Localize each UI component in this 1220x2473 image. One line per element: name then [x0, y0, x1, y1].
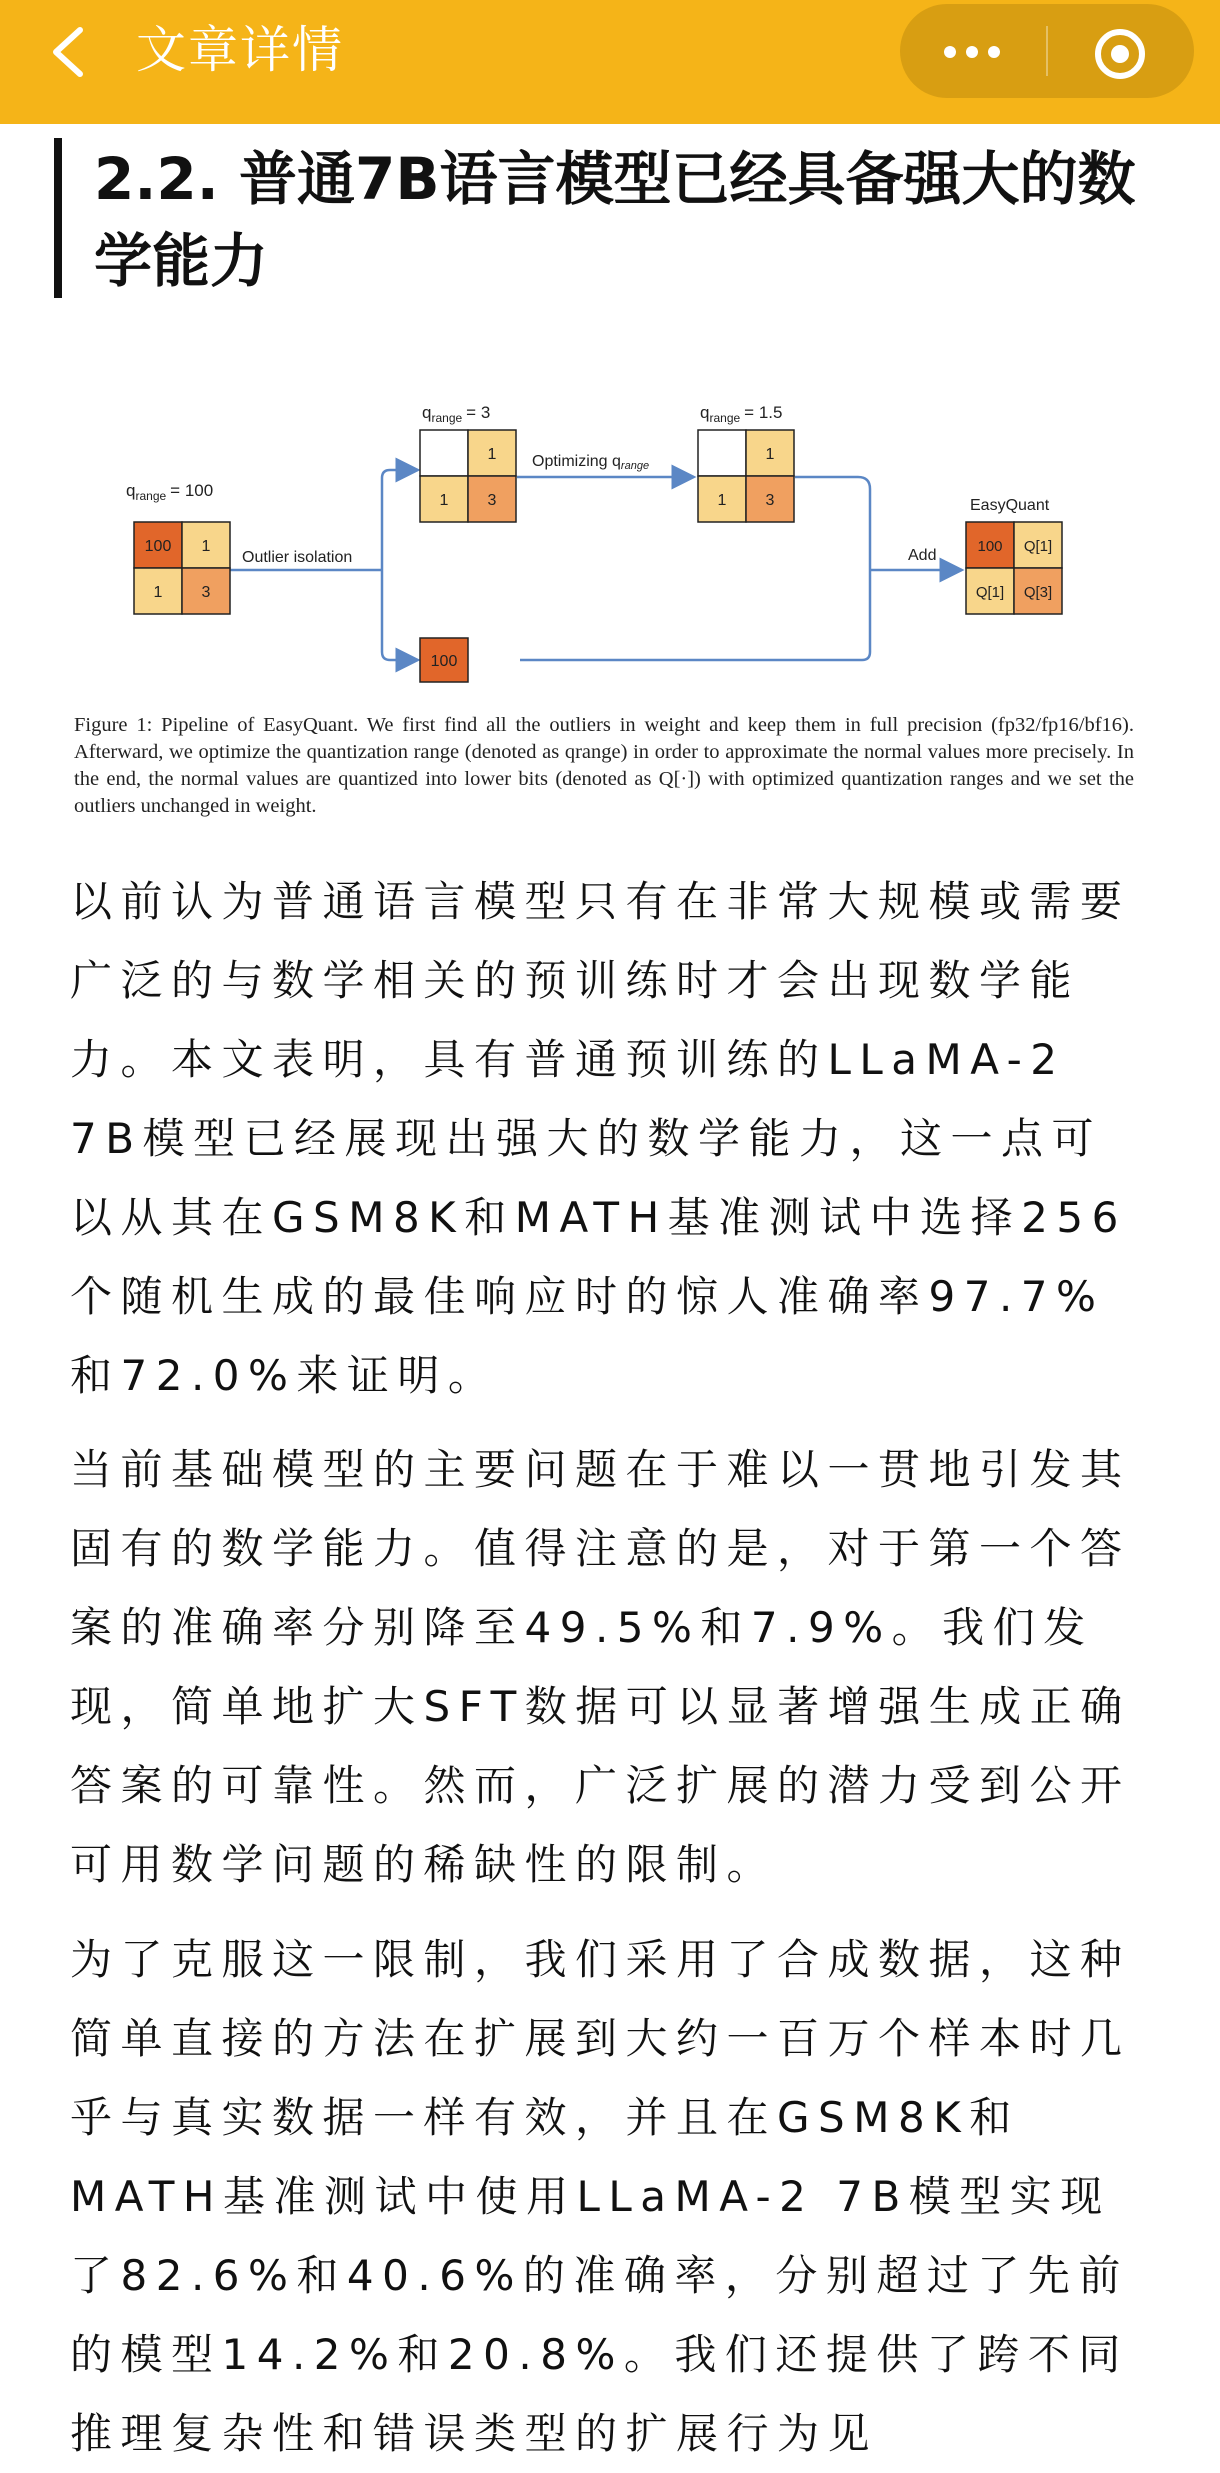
section-heading: 2.2. 普通7B语言模型已经具备强大的数学能力 [94, 145, 1136, 295]
matrix-left-cell: 100 [144, 538, 172, 555]
connector-to-mid [382, 470, 418, 570]
matrix-mid-cell: 3 [487, 492, 497, 509]
more-dot [966, 46, 978, 58]
matrix-left-cell: 1 [201, 538, 211, 555]
outlier-isolation-label: Outlier isolation [242, 549, 353, 566]
matrix-output-cell: 100 [977, 538, 1003, 555]
more-dot [988, 46, 1000, 58]
paragraph-2: 当前基础模型的主要问题在于难以一贯地引发其固有的数学能力。值得注意的是，对于第一个答案的准确率分别降至49.5%和7.9%。我们发现，简单地扩大SFT数据可以显著增强生成正确答案的可靠性。然而，广泛扩展的潜力受到公开可用数学问题的稀缺性的限制。 [70, 1445, 1131, 1889]
heading-accent-bar [54, 138, 62, 298]
matrix-right-cell: 1 [765, 446, 775, 463]
matrix-output-cell: Q[1] [1023, 538, 1053, 555]
optimizing-label: Optimizing qrange [532, 453, 650, 472]
matrix-mid-cell: 1 [487, 446, 497, 463]
easyquant-diagram [70, 390, 1150, 690]
close-mini-program-button[interactable] [1048, 4, 1194, 98]
more-button[interactable] [900, 4, 1046, 98]
matrix-output-cell: Q[1] [975, 584, 1005, 601]
matrix-right [698, 430, 794, 522]
matrix-mid-cell: 1 [439, 492, 449, 509]
connector-to-outlier [382, 570, 418, 660]
app-top-bar [0, 0, 1220, 124]
matrix-right-cell: 3 [765, 492, 775, 509]
paragraph-3: 为了克服这一限制，我们采用了合成数据，这种简单直接的方法在扩展到大约一百万个样本时几乎与真实数据一样有效，并且在GSM8K和MATH基准测试中使用LLaMA-2 7B模型实现了82.6%和40.6%的准确率，分别超过了先前的模型14.2%和20.8%。我们还提供了跨不同推理复杂性和错误类型的扩展行为见 [70, 1935, 1131, 2458]
matrix-mid [420, 430, 516, 522]
back-button[interactable] [44, 24, 100, 80]
q-left-label: $q_{range} = 100$ [126, 481, 214, 503]
q-right-label: $q_{range} = 1.5$ [700, 403, 783, 425]
mini-program-capsule [900, 4, 1194, 98]
matrix-left [134, 522, 230, 614]
paragraph-1: 以前认为普通语言模型只有在非常大规模或需要广泛的与数学相关的预训练时才会出现数学能力。本文表明，具有普通预训练的LLaMA-2 7B模型已经展现出强大的数学能力，这一点可以从其在GSM8K和MATH基准测试中选择256个随机生成的最佳响应时的惊人准确率97.7%和72.0%来证明。 [70, 877, 1131, 1400]
matrix-right-cell: 1 [717, 492, 727, 509]
q-mid-label: $q_{range} = 3$ [422, 403, 491, 425]
matrix-left-cell: 1 [153, 584, 163, 601]
connector-right [520, 477, 870, 660]
page-title: 文章详情 [136, 21, 344, 79]
more-dots-icon [944, 46, 956, 58]
figure-caption: Figure 1: Pipeline of EasyQuant. We first find all the outliers in weight and keep them in full precision (fp32/fp16/bf16). Afterward, we optimize the quantization range (denoted as qrange) in order to approximate the normal values more precisely. In the end, the normal values are quantized into lower bits (denoted as Q[·]) with optimized quantization ranges and we set the outliers unchanged in weight. [74, 714, 1134, 817]
easyquant-label: EasyQuant [970, 497, 1050, 514]
add-label: Add [908, 547, 937, 564]
matrix-left-cell: 3 [201, 584, 211, 601]
chevron-left-icon [44, 24, 100, 80]
outlier-cell-value: 100 [430, 653, 458, 670]
matrix-output-cell: Q[3] [1023, 584, 1053, 601]
target-circle-icon [1048, 4, 1194, 98]
